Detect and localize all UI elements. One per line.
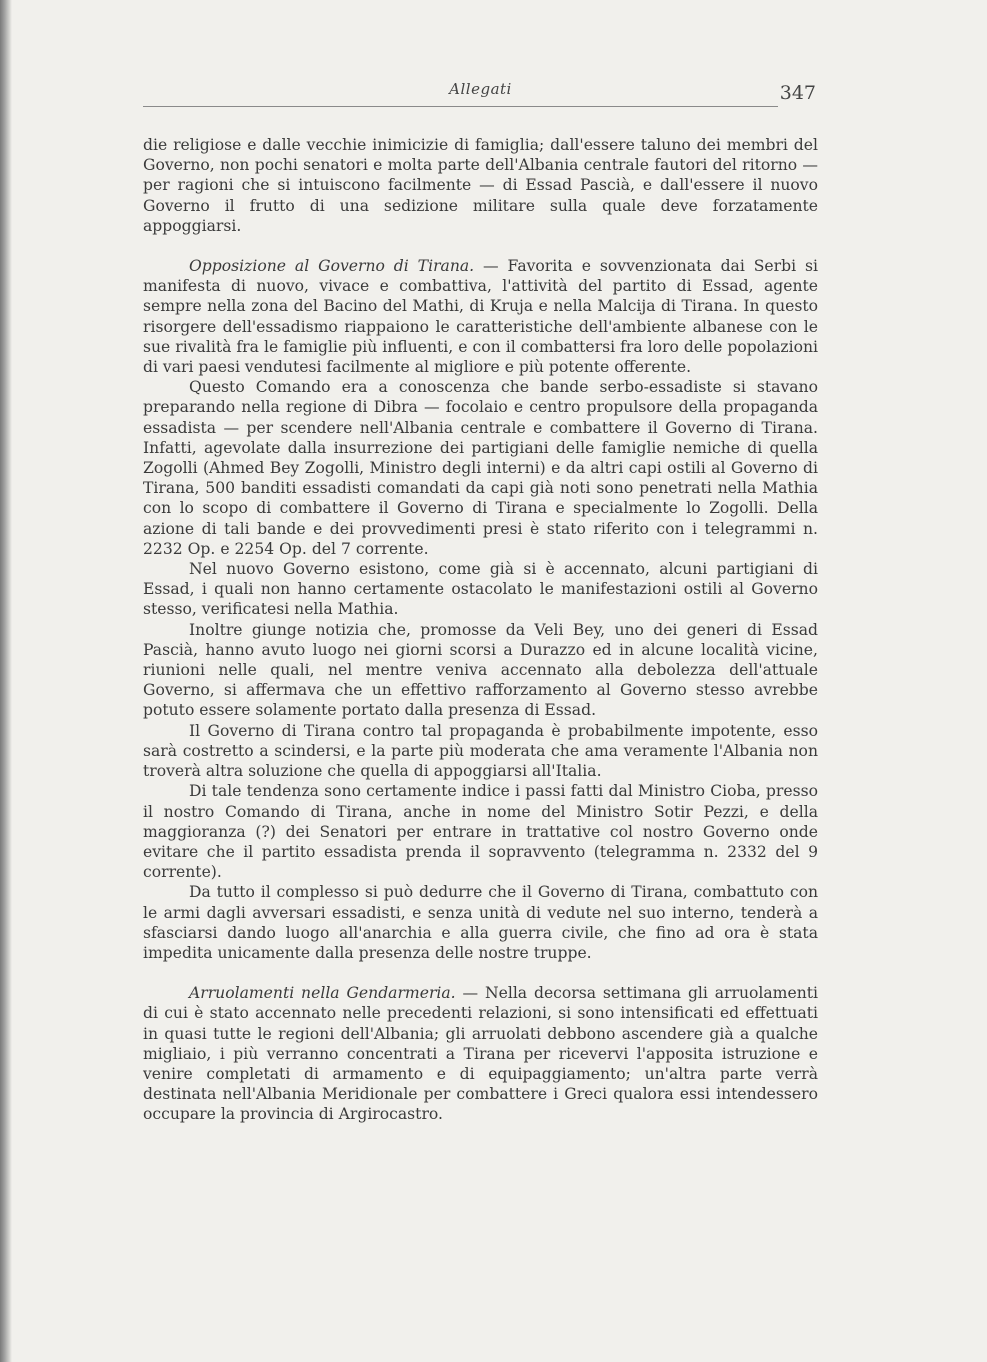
section-arruolamenti bbox=[143, 983, 818, 1124]
header-rule bbox=[143, 106, 778, 107]
section-text-arruolamenti: — Nella decorsa settimana gli arruolamenti di cui è stato accennato nelle precedenti relazioni, si sono intensificati ed effettuati in quasi tutte le regioni dell'Albania; gli arruolati debbono ascendere già a qualche migliaio, i più verranno concentrati a Tirana per ricevervi l'apposita istruzione e venire completati di armamento e di equipaggiamento; un'altra parte verrà destinata nell'Albania Meridionale per combattere i Greci qualora essi intendessero occupare la provincia di Argirocastro. bbox=[143, 984, 818, 1124]
paragraph-continuation: die religiose e dalle vecchie inimicizie di famiglia; dall'essere taluno dei membri del Governo, non pochi senatori e molta parte dell'Albania centrale fautori del ritorno — per ragioni che si intuiscono facilmente — di Essad Pascià, e dall'essere il nuovo Governo il frutto di una sedizione militare sulla quale deve forzatamente appoggiarsi. bbox=[143, 136, 818, 235]
page-header bbox=[143, 80, 818, 120]
section-title-arruolamenti: Arruolamenti nella Gendarmeria. bbox=[189, 984, 456, 1003]
running-title: Allegati bbox=[449, 80, 512, 98]
paragraph-bande: Questo Comando era a conoscenza che bande serbo-essadiste si stavano preparando nella regione di Dibra — focolaio e centro propulsore della propaganda essadista — per scendere nell'Albania centrale e combattere il Governo di Tirana. Infatti, agevolate dalla insurrezione dei partigiani delle famiglie nemiche di quella Zogolli (Ahmed Bey Zogolli, Ministro degli interni) e da altri capi ostili al Governo di Tirana, 500 banditi essadisti comandati da capi già noti sono penetrati nella Mathia con lo scopo di combattere il Governo di Tirana e specialmente lo Zogolli. Della azione di tali bande e dei provvedimenti presi è stato riferito con i telegrammi n. 2232 Op. e 2254 Op. del 7 corrente. bbox=[143, 378, 818, 558]
paragraph-veli-bey: Inoltre giunge notizia che, promosse da Veli Bey, uno dei generi di Essad Pascià, hanno avuto luogo nei giorni scorsi a Durazzo ed in alcune località vicine, riunioni nelle quali, nel mentre veniva accennato alla debolezza dell'attuale Governo, si affermava che un effettivo rafforzamento al Governo stesso avrebbe potuto essere solamente portato dalla presenza di Essad. bbox=[143, 620, 818, 720]
scan-edge bbox=[0, 0, 12, 1362]
document-body bbox=[143, 135, 818, 1125]
section-opposizione bbox=[143, 256, 818, 377]
paragraph-cioba: Di tale tendenza sono certamente indice i passi fatti dal Ministro Cioba, presso il nostro Comando di Tirana, anche in nome del Ministro Sotir Pezzi, e della maggioranza (?) dei Senatori per entrare in trattative col nostro Governo onde evitare che il partito essadista prenda il sopravvento (telegramma n. 2332 del 9 corrente). bbox=[143, 782, 818, 882]
section-title-opposizione: Opposizione al Governo di Tirana. bbox=[189, 257, 475, 276]
section-text-opposizione: — Favorita e sovvenzionata dai Serbi si manifesta di nuovo, vivace e combattiva, l'attività del partito di Essad, agente sempre nella zona del Bacino del Mathi, di Kruja e nella Malcija di Tirana. In questo risorgere dell'essadismo riappaiono le caratteristiche dell'ambiente albanese con le sue rivalità fra le famiglie più influenti, e con il combattersi fra loro delle popolazioni di vari paesi vendutesi facilmente al migliore e più potente offerente. bbox=[143, 257, 818, 377]
page-number: 347 bbox=[779, 82, 816, 104]
paragraph-conclusione: Da tutto il complesso si può dedurre che il Governo di Tirana, combattuto con le armi dagli avversari essadisti, e senza unità di vedute nel suo interno, tenderà a sfasciarsi dando luogo all'anarchia e alla guerra civile, che fino ad ora è stata impedita unicamente dalla presenza delle nostre truppe. bbox=[143, 883, 818, 962]
paragraph-nuovo-governo: Nel nuovo Governo esistono, come già si è accennato, alcuni partigiani di Essad, i quali non hanno certamente ostacolato le manifestazioni ostili al Governo stesso, verificatesi nella Mathia. bbox=[143, 560, 818, 619]
paragraph-propaganda: Il Governo di Tirana contro tal propaganda è probabilmente impotente, esso sarà costretto a scindersi, e la parte più moderata che ama veramente l'Albania non troverà altra soluzione che quella di appoggiarsi all'Italia. bbox=[143, 721, 818, 781]
